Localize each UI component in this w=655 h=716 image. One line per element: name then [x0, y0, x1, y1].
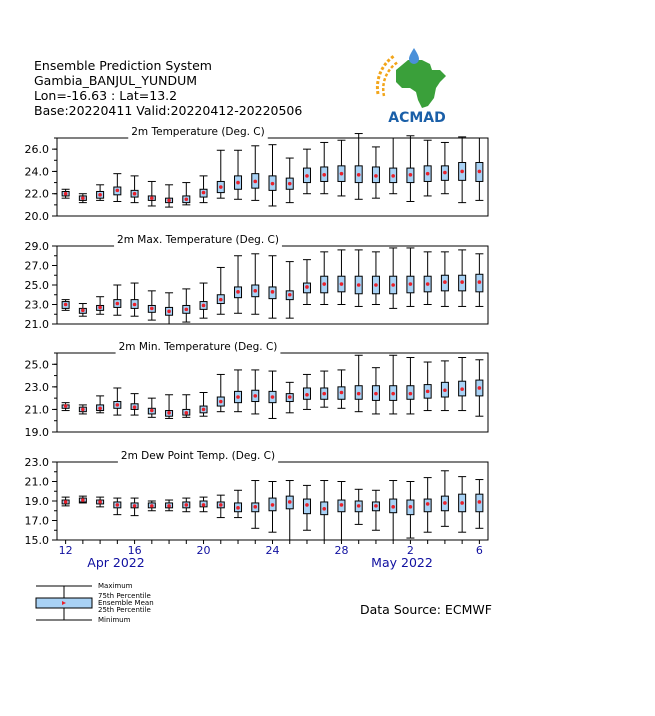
mean-marker [478, 386, 482, 390]
mean-marker [116, 189, 120, 193]
mean-marker [81, 196, 85, 200]
mean-marker [374, 504, 378, 508]
box-day-23 [441, 142, 449, 193]
box-day-20 [389, 138, 397, 194]
box-day-8 [182, 289, 190, 322]
mean-marker [236, 290, 240, 294]
mean-marker [409, 505, 413, 509]
mean-marker [340, 282, 344, 286]
y-tick-label: 19.0 [24, 426, 49, 439]
mean-marker [133, 504, 137, 508]
mean-marker [478, 500, 482, 504]
mean-marker [81, 408, 85, 412]
header-coordinates: Lon=-16.63 : Lat=13.2 [34, 88, 178, 103]
mean-marker [426, 390, 430, 394]
mean-marker [391, 283, 395, 287]
box-day-14 [286, 158, 294, 203]
box-day-10 [217, 374, 225, 411]
mean-marker [391, 392, 395, 396]
mean-marker [64, 500, 68, 504]
box-day-12 [251, 146, 259, 201]
mean-marker [409, 173, 413, 177]
mean-marker [357, 504, 361, 508]
legend-p25: 25th Percentile [98, 606, 151, 614]
box-day-24 [458, 358, 466, 411]
mean-marker [236, 181, 240, 185]
box-day-16 [320, 481, 328, 540]
legend [34, 582, 194, 626]
mean-marker [167, 199, 171, 203]
month-label-april: Apr 2022 [87, 555, 145, 570]
box-day-20 [389, 248, 397, 308]
mean-marker [391, 505, 395, 509]
mean-marker [460, 170, 464, 174]
box-day-7 [165, 293, 173, 324]
mean-marker [409, 282, 413, 286]
box-day-18 [355, 250, 363, 307]
y-tick-label: 21.0 [24, 403, 49, 417]
logo-text: ACMAD [388, 110, 446, 124]
box-day-4 [113, 388, 121, 415]
mean-marker [374, 392, 378, 396]
mean-marker [460, 280, 464, 284]
box-day-5 [131, 394, 139, 415]
box-day-1 [62, 403, 70, 411]
box-day-24 [458, 477, 466, 533]
mean-marker [98, 500, 102, 504]
mean-marker [374, 283, 378, 287]
box-day-1 [62, 189, 70, 198]
box-day-25 [475, 480, 483, 529]
box-day-19 [372, 490, 380, 530]
box-day-8 [182, 395, 190, 418]
legend-p75: 75th Percentile [98, 592, 151, 600]
y-tick-label: 24.0 [24, 165, 49, 179]
data-source: Data Source: ECMWF [360, 602, 492, 617]
box-day-7 [165, 500, 173, 511]
box-day-6 [148, 181, 156, 206]
box-day-11 [234, 150, 242, 199]
box-day-11 [234, 370, 242, 412]
box-day-16 [320, 142, 328, 193]
box-day-3 [96, 396, 104, 413]
box-day-15 [303, 374, 311, 409]
panel-title: 2m Temperature (Deg. C) [131, 126, 265, 138]
mean-marker [81, 498, 85, 502]
box-day-3 [96, 185, 104, 201]
mean-marker [426, 172, 430, 176]
mean-marker [185, 503, 189, 507]
box-day-18 [355, 355, 363, 411]
mean-marker [443, 501, 447, 505]
panel-1 [25, 126, 489, 223]
panel-title: 2m Dew Point Temp. (Deg. C) [120, 450, 276, 462]
box-day-4 [113, 174, 121, 202]
legend-mean: Ensemble Mean [98, 599, 154, 607]
box-day-9 [200, 497, 208, 512]
box-day-8 [182, 498, 190, 512]
y-tick-label: 25.0 [24, 358, 49, 372]
box-day-14 [286, 481, 294, 540]
box-day-6 [148, 501, 156, 511]
y-tick-label: 27.0 [24, 259, 49, 273]
mean-marker [185, 197, 189, 201]
y-tick-label: 23.0 [24, 456, 49, 469]
mean-marker [219, 298, 223, 302]
mean-marker [219, 400, 223, 404]
box-day-5 [131, 498, 139, 516]
box-day-15 [303, 260, 311, 305]
box-day-11 [234, 490, 242, 517]
box-day-21 [406, 482, 414, 539]
header-station: Gambia_BANJUL_YUNDUM [34, 73, 198, 88]
mean-marker [64, 192, 68, 196]
box-day-24 [458, 250, 466, 307]
mean-marker [150, 409, 154, 413]
box-day-22 [424, 140, 432, 196]
box-day-5 [131, 176, 139, 203]
box-day-23 [441, 471, 449, 527]
box-day-25 [475, 254, 483, 307]
mean-marker [271, 182, 275, 186]
box-day-19 [372, 147, 380, 198]
box-day-5 [131, 283, 139, 316]
legend-minimum: Minimum [98, 616, 131, 624]
mean-marker [64, 303, 68, 307]
mean-marker [391, 174, 395, 178]
box-day-10 [217, 267, 225, 314]
box-day-17 [337, 140, 345, 196]
mean-marker [357, 392, 361, 396]
mean-marker [305, 285, 309, 289]
box-day-20 [389, 355, 397, 414]
mean-marker [443, 388, 447, 392]
mean-marker [236, 506, 240, 510]
box-day-20 [389, 481, 397, 540]
box-day-4 [113, 285, 121, 315]
box-day-10 [217, 495, 225, 517]
mean-marker [426, 282, 430, 286]
mean-marker [133, 192, 137, 196]
mean-marker [288, 500, 292, 504]
box-day-7 [165, 185, 173, 207]
box-day-21 [406, 136, 414, 202]
mean-marker [253, 394, 257, 398]
box-day-22 [424, 252, 432, 305]
x-tick-label: 2 [406, 544, 414, 557]
box-day-8 [182, 183, 190, 205]
box-day-17 [337, 250, 345, 305]
mean-marker [202, 304, 206, 308]
box-day-15 [303, 485, 311, 530]
box-day-1 [62, 497, 70, 506]
box-day-6 [148, 398, 156, 417]
box-day-17 [337, 370, 345, 408]
y-tick-label: 17.0 [24, 514, 49, 528]
mean-marker [116, 503, 120, 507]
legend-maximum: Maximum [98, 582, 133, 590]
box-day-24 [458, 137, 466, 203]
box-day-2 [79, 496, 87, 503]
y-tick-label: 22.0 [24, 187, 49, 201]
mean-marker [443, 171, 447, 175]
box-day-18 [355, 489, 363, 524]
x-tick-label: 6 [475, 544, 483, 557]
box-day-17 [337, 482, 345, 541]
mean-marker [98, 407, 102, 411]
mean-marker [98, 306, 102, 310]
mean-marker [167, 411, 171, 415]
panel-3 [25, 341, 489, 439]
box-day-13 [269, 482, 277, 533]
box-day-9 [200, 283, 208, 318]
y-tick-label: 25.0 [24, 279, 49, 292]
mean-marker [340, 391, 344, 395]
mean-marker [340, 503, 344, 507]
box-day-12 [251, 254, 259, 314]
y-tick-label: 29.0 [24, 240, 49, 253]
mean-marker [322, 392, 326, 396]
mean-marker [271, 395, 275, 399]
mean-marker [81, 309, 85, 313]
mean-marker [133, 303, 137, 307]
mean-marker [202, 408, 206, 412]
box-day-15 [303, 149, 311, 194]
mean-marker [443, 280, 447, 284]
mean-marker [116, 302, 120, 306]
box-day-16 [320, 371, 328, 407]
box-day-10 [217, 150, 225, 198]
mean-marker [288, 293, 292, 297]
mean-marker [357, 173, 361, 177]
y-tick-label: 26.0 [24, 143, 49, 157]
box-day-23 [441, 361, 449, 411]
mean-marker [202, 503, 206, 507]
month-label-may: May 2022 [371, 555, 433, 570]
mean-marker [305, 393, 309, 397]
mean-marker [322, 173, 326, 177]
box-day-4 [113, 498, 121, 515]
mean-marker [305, 503, 309, 507]
mean-marker [253, 289, 257, 293]
box-day-22 [424, 478, 432, 533]
box-day-11 [234, 256, 242, 314]
box-day-16 [320, 252, 328, 305]
box-day-25 [475, 138, 483, 200]
mean-marker [322, 282, 326, 286]
mean-marker [167, 504, 171, 508]
panel-title: 2m Min. Temperature (Deg. C) [118, 341, 278, 353]
mean-marker [478, 170, 482, 174]
box-day-2 [79, 194, 87, 203]
panel-2 [25, 234, 489, 331]
box-day-6 [148, 291, 156, 320]
box-day-13 [269, 256, 277, 318]
mean-marker [357, 283, 361, 287]
box-day-13 [269, 145, 277, 206]
mean-marker [219, 185, 223, 189]
y-tick-label: 21.0 [24, 318, 49, 331]
mean-marker [64, 404, 68, 408]
box-day-12 [251, 481, 259, 529]
box-day-12 [251, 370, 259, 414]
mean-marker [116, 403, 120, 407]
box-day-13 [269, 371, 277, 418]
mean-marker [271, 503, 275, 507]
box-day-21 [406, 248, 414, 307]
box-day-14 [286, 382, 294, 412]
mean-marker [133, 405, 137, 409]
box-day-19 [372, 252, 380, 305]
mean-marker [288, 182, 292, 186]
box-day-1 [62, 300, 70, 311]
mean-marker [150, 504, 154, 508]
mean-marker [253, 180, 257, 184]
mean-marker [202, 191, 206, 195]
box-day-23 [441, 252, 449, 307]
mean-marker [409, 392, 413, 396]
x-tick-label: 12 [58, 544, 73, 557]
box-day-3 [96, 497, 104, 507]
mean-marker [340, 172, 344, 176]
mean-marker [219, 503, 223, 507]
box-day-19 [372, 368, 380, 414]
mean-marker [288, 395, 292, 399]
header-base-valid: Base:20220411 Valid:20220412-20220506 [34, 103, 303, 118]
mean-marker [253, 505, 257, 509]
x-tick-label: 20 [196, 544, 211, 557]
box-day-2 [79, 405, 87, 414]
mean-marker [185, 308, 189, 312]
box-day-9 [200, 393, 208, 417]
y-tick-label: 21.0 [24, 475, 49, 489]
mean-marker [150, 196, 154, 200]
mean-marker [460, 501, 464, 505]
legend-box-symbol [36, 586, 92, 620]
box-day-18 [355, 134, 363, 200]
mean-marker [322, 507, 326, 511]
mean-marker [150, 307, 154, 311]
mean-marker [185, 411, 189, 415]
box-day-2 [79, 304, 87, 317]
x-tick-label: 28 [334, 544, 349, 557]
y-tick-label: 19.0 [24, 495, 49, 508]
y-tick-label: 20.0 [24, 210, 49, 223]
mean-marker [305, 174, 309, 178]
mean-marker [478, 280, 482, 284]
mean-marker [374, 174, 378, 178]
box-day-3 [96, 297, 104, 315]
mean-marker [167, 310, 171, 314]
box-day-9 [200, 176, 208, 203]
box-day-14 [286, 262, 294, 319]
y-tick-label: 23.0 [24, 380, 49, 394]
header-system: Ensemble Prediction System [34, 58, 212, 73]
y-tick-label: 23.0 [24, 298, 49, 312]
box-day-7 [165, 395, 173, 419]
panel-title: 2m Max. Temperature (Deg. C) [117, 234, 279, 246]
mean-marker [426, 502, 430, 506]
mean-marker [236, 395, 240, 399]
box-day-25 [475, 360, 483, 416]
x-tick-label: 16 [127, 544, 142, 557]
box-day-22 [424, 362, 432, 411]
panel-4 [25, 450, 489, 547]
x-tick-label: 24 [265, 544, 280, 557]
mean-marker [271, 290, 275, 294]
y-tick-label: 15.0 [24, 534, 49, 547]
mean-marker [98, 193, 102, 197]
mean-marker [460, 387, 464, 391]
box-day-21 [406, 358, 414, 414]
